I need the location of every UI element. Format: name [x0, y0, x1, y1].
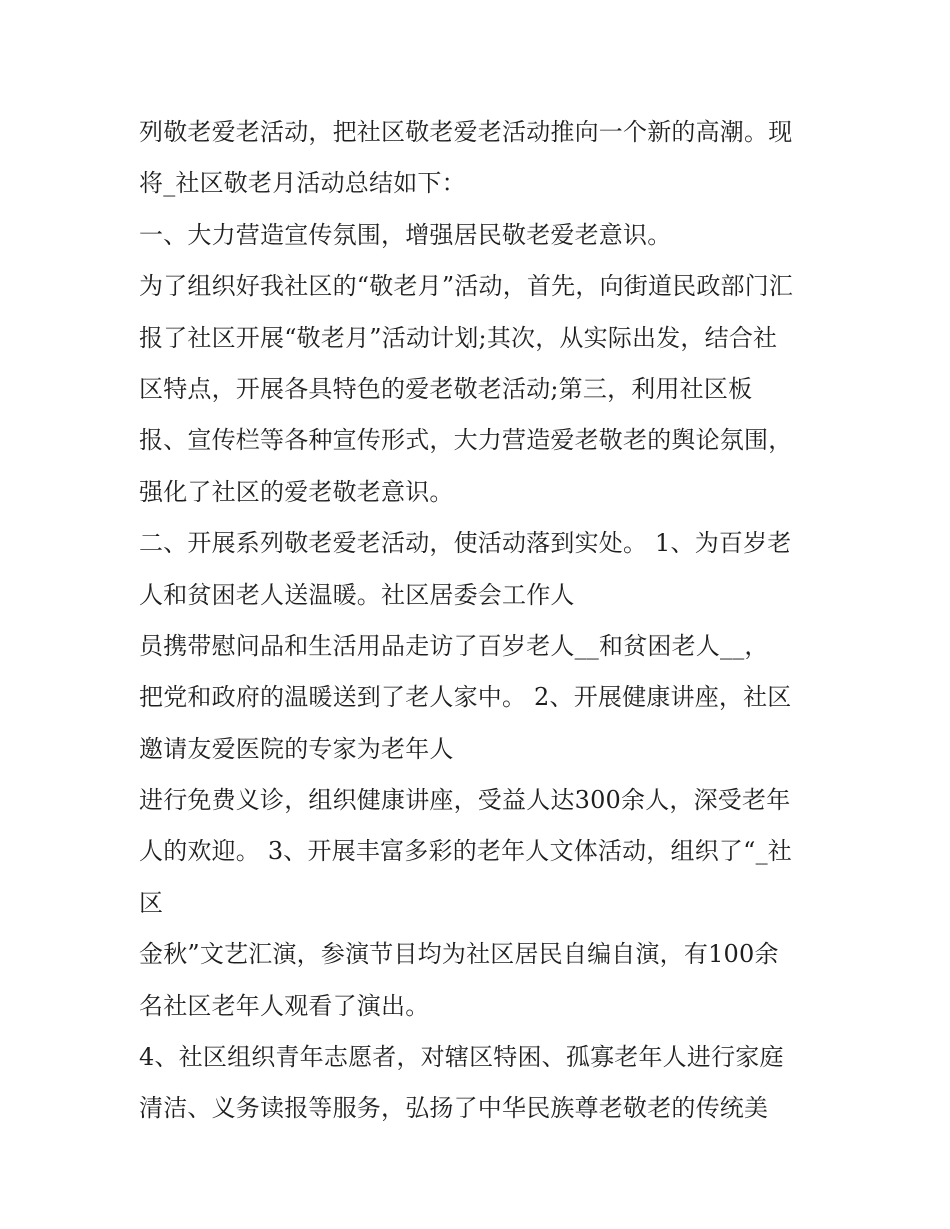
text-line: 为了组织好我社区的“敬老月”活动，首先，向街道民政部门汇	[139, 272, 794, 301]
section-heading: 一、大力营造宣传氛围，增强居民敬老爱老意识。	[139, 220, 672, 249]
text-line: 列敬老爱老活动，把社区敬老爱老活动推向一个新的高潮。现	[139, 118, 793, 146]
text-line: 把党和政府的温暖送到了老人家中。 2、开展健康讲座，社区	[139, 683, 792, 712]
text-line: 邀请友爱医院的专家为老年人	[139, 734, 454, 763]
text-line: 人的欢迎。 3、开展丰富多彩的老年人文体活动，组织了“_社	[139, 837, 792, 866]
text-line: 将_社区敬老月活动总结如下：	[139, 169, 466, 198]
text-line: 进行免费义诊，组织健康讲座，受益人达300余人，深受老年	[139, 786, 791, 815]
text-line: 清洁、义务读报等服务，弘扬了中华民族尊老敬老的传统美	[139, 1094, 769, 1123]
text-line: 区特点，开展各具特色的爱老敬老活动;第三，利用社区板	[139, 374, 753, 403]
text-line: 员携带慰问品和生活用品走访了百岁老人__和贫困老人__，	[139, 631, 769, 660]
text-line: 区	[139, 888, 164, 917]
text-line: 强化了社区的爱老敬老意识。	[139, 477, 454, 506]
text-line: 名社区老年人观看了演出。	[139, 991, 430, 1020]
document-body	[139, 107, 829, 1135]
section-heading: 二、开展系列敬老爱老活动，使活动落到实处。 1、为百岁老	[139, 529, 792, 558]
text-line: 报了社区开展“敬老月”活动计划;其次，从实际出发，结合社	[139, 323, 778, 352]
text-line: 人和贫困老人送温暖。社区居委会工作人	[139, 580, 575, 609]
text-line: 报、宣传栏等各种宣传形式，大力营造爱老敬老的舆论氛围，	[139, 426, 793, 455]
text-line: 4、社区组织青年志愿者，对辖区特困、孤寡老年人进行家庭	[139, 1043, 784, 1072]
text-line: 金秋”文艺汇演，参演节目均为社区居民自编自演，有100余	[139, 940, 779, 969]
